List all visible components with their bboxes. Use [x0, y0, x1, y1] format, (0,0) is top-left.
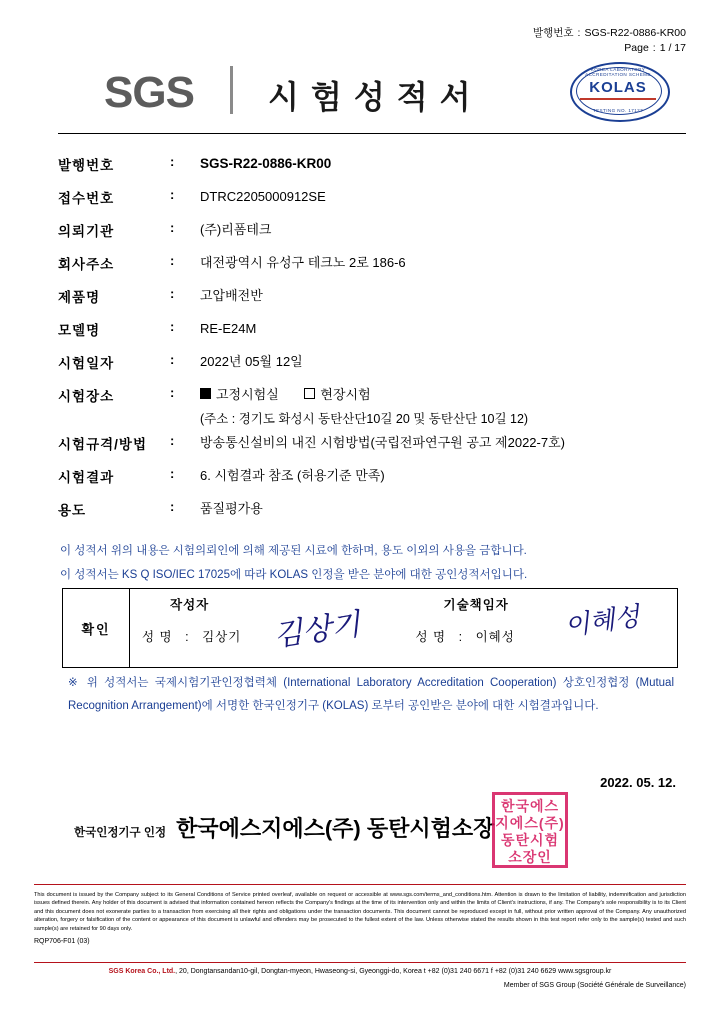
- sgs-logo: SGS: [104, 68, 194, 117]
- ilac-footnote-text: 위 성적서는 국제시험기관인정협력체 (International Laboratory Accreditation Cooperation) 상호인정협정 (Mutual Recognition Arrangement)에 서명한 한국인정기구 (KOLAS) 로부터 공인받은 분야에 대한 시험결과입니다.: [68, 677, 675, 712]
- field-colon: :: [170, 385, 175, 400]
- field-label: 회사주소: [58, 257, 115, 272]
- note-line-2: 이 성적서는 KS Q ISO/IEC 17025에 따라 KOLAS 인정을 받은 분야에 대한 공인성적서입니다.: [60, 569, 528, 581]
- field-label: 접수번호: [58, 191, 115, 206]
- notes-block: [60, 539, 686, 587]
- signing-date: 2022. 05. 12.: [600, 775, 676, 790]
- field-label: 모델명: [58, 323, 101, 338]
- field-value-receipt-number: DTRC2205000912SE: [200, 189, 326, 204]
- field-colon: :: [170, 466, 175, 481]
- field-value-product-name: 고압배전반: [200, 288, 263, 303]
- confirmation-label: 확인: [63, 589, 130, 667]
- confirmation-tech-manager-cell: [404, 589, 678, 667]
- checkbox-field-test-label: 현장시험: [320, 387, 371, 402]
- field-value-client: (주)리폼테크: [200, 222, 272, 237]
- legal-disclaimer: This document is issued by the Company subject to its General Conditions of Service printed overleaf, available on request or accessible at www.sgs.com/terms_and_conditions.htm. Attention is drawn to the limitation of liability, indemnification and jurisdiction issues defined therein. Any holder of this document is advised that information contained hereon reflects the Company's findings at the time of its intervention only and within the limits of Client's instructions, if any. The Company's sole responsibility is to its Client and this document does not exonerate parties to a transaction from exercising all their rights and obligations under the transaction documents. This document cannot be reproduced except in full, without prior written approval of the Company. Any unauthorized alteration, forgery or falsification of the content or appearance of this document is unlawful and offenders may be prosecuted to the fullest extent of the law. Unless otherwise stated the results shown in this test report refer only to the sample(s) tested and such sample(s) are retained for 90 days only.: [34, 884, 686, 933]
- checkbox-fixed-lab-label: 고정시험실: [216, 387, 279, 402]
- checkbox-icon-unchecked[interactable]: [304, 388, 315, 399]
- company-address-bar: [34, 962, 686, 975]
- title-band: [58, 64, 686, 126]
- kolas-red-line: [580, 98, 656, 104]
- field-value-purpose: 품질평가용: [200, 501, 263, 516]
- field-value-model-name: RE-E24M: [200, 321, 257, 336]
- field-row: [58, 152, 686, 185]
- author-signature: 김상기: [271, 608, 362, 653]
- kolas-name: KOLAS: [589, 79, 647, 96]
- field-colon: :: [170, 352, 175, 367]
- tech-manager-role-label: 기술책임자: [443, 598, 509, 612]
- page-title: 시험성적서: [268, 79, 483, 115]
- ilac-footnote: [68, 672, 674, 718]
- field-value-company-address: 대전광역시 유성구 테크노 2로 186-6: [200, 255, 406, 270]
- field-list: [58, 152, 686, 530]
- tech-manager-name-colon: :: [458, 630, 464, 644]
- checkbox-icon-checked[interactable]: [200, 388, 211, 399]
- checkbox-field-test[interactable]: [304, 387, 370, 402]
- author-name-value: 김상기: [202, 630, 242, 644]
- note-line-1: 이 성적서 위의 내용은 시험의뢰인에 의해 제공된 시료에 한하며, 용도 이외의 사용을 금합니다.: [60, 545, 527, 557]
- author-name-label: 성 명: [142, 630, 173, 644]
- signer-prefix: 한국인정기구 인정: [74, 827, 167, 839]
- issue-number-label: 발행번호: [532, 27, 574, 39]
- member-of-group: Member of SGS Group (Société Générale de Surveillance): [503, 982, 686, 989]
- issue-number-row: [533, 26, 686, 41]
- field-row: [58, 218, 686, 251]
- field-label: 의뢰기관: [58, 224, 115, 239]
- field-colon: :: [170, 187, 175, 202]
- page-number-row: [533, 41, 686, 56]
- field-label: 시험장소: [58, 389, 115, 404]
- field-colon: :: [170, 220, 175, 235]
- field-row: [58, 464, 686, 497]
- page-value: 1 / 17: [659, 42, 686, 54]
- tech-manager-name-label: 성 명: [415, 630, 447, 644]
- field-label: 제품명: [58, 290, 101, 305]
- field-label: 시험규격/방법: [58, 437, 147, 452]
- field-value-test-date: 2022년 05월 12일: [200, 354, 303, 369]
- tech-manager-name-value: 이혜성: [475, 630, 515, 644]
- signer-title: 한국에스지에스(주) 동탄시험소장: [176, 816, 495, 841]
- field-label: 시험일자: [58, 356, 115, 371]
- field-value-issue-number: SGS-R22-0886-KR00: [200, 156, 332, 171]
- kolas-bottom-text: TESTING NO. 17127: [592, 108, 644, 113]
- signer-line: [74, 812, 494, 843]
- author-name-colon: :: [185, 630, 190, 644]
- field-row: [58, 185, 686, 218]
- header-divider: [58, 133, 686, 134]
- document-form-code: RQP706-F01 (03): [34, 938, 90, 945]
- confirmation-author-cell: [130, 589, 404, 667]
- page-colon: :: [652, 42, 656, 54]
- kolas-top-text: KOREA LABORATORY ACCREDITATION SCHEME: [585, 67, 651, 77]
- field-colon: :: [170, 319, 175, 334]
- field-value-test-result: 6. 시험결과 참조 (허용기준 만족): [200, 468, 385, 483]
- field-row: [58, 251, 686, 284]
- field-label: 시험결과: [58, 470, 115, 485]
- document-meta: [533, 26, 686, 56]
- author-role-label: 작성자: [170, 598, 210, 612]
- kolas-accreditation-icon: [570, 62, 666, 118]
- field-row: [58, 497, 686, 530]
- asterisk-icon: ※: [68, 677, 81, 689]
- tech-manager-signature: 이혜성: [562, 601, 641, 642]
- field-colon: :: [170, 499, 175, 514]
- logo-divider: [230, 66, 233, 114]
- field-colon: :: [170, 253, 175, 268]
- company-name: SGS Korea Co., Ltd.: [108, 968, 176, 975]
- field-label: 용도: [58, 503, 87, 518]
- field-value-test-location: [200, 383, 686, 429]
- issue-number-value: SGS-R22-0886-KR00: [584, 27, 686, 39]
- page-label: Page: [624, 42, 649, 54]
- field-row: [58, 284, 686, 317]
- address-separator: ,: [175, 968, 180, 975]
- field-row: [58, 431, 686, 464]
- field-colon: :: [170, 286, 175, 301]
- field-row-test-location: [58, 383, 686, 431]
- field-row: [58, 350, 686, 383]
- field-value-test-standard: 방송통신설비의 내진 시험방법(국립전파연구원 공고 제2022-7호): [200, 435, 565, 450]
- field-row: [58, 317, 686, 350]
- official-stamp: 한국에스지에스(주)동탄시험소장인: [492, 792, 568, 868]
- field-label: 발행번호: [58, 158, 115, 173]
- issue-number-colon: :: [577, 27, 581, 39]
- checkbox-fixed-lab[interactable]: [200, 387, 279, 402]
- field-colon: :: [170, 154, 175, 169]
- confirmation-table: [62, 588, 678, 668]
- field-colon: :: [170, 433, 175, 448]
- company-address: 20, Dongtansandan10-gil, Dongtan-myeon, Hwaseong-si, Gyeonggi-do, Korea t +82 (0)31 240 6671 f +82 (0)31 240 6629 www.sgsgroup.kr: [179, 968, 612, 975]
- test-location-address: (주소 : 경기도 화성시 동탄산단10길 20 및 동탄산단 10길 12): [200, 412, 529, 426]
